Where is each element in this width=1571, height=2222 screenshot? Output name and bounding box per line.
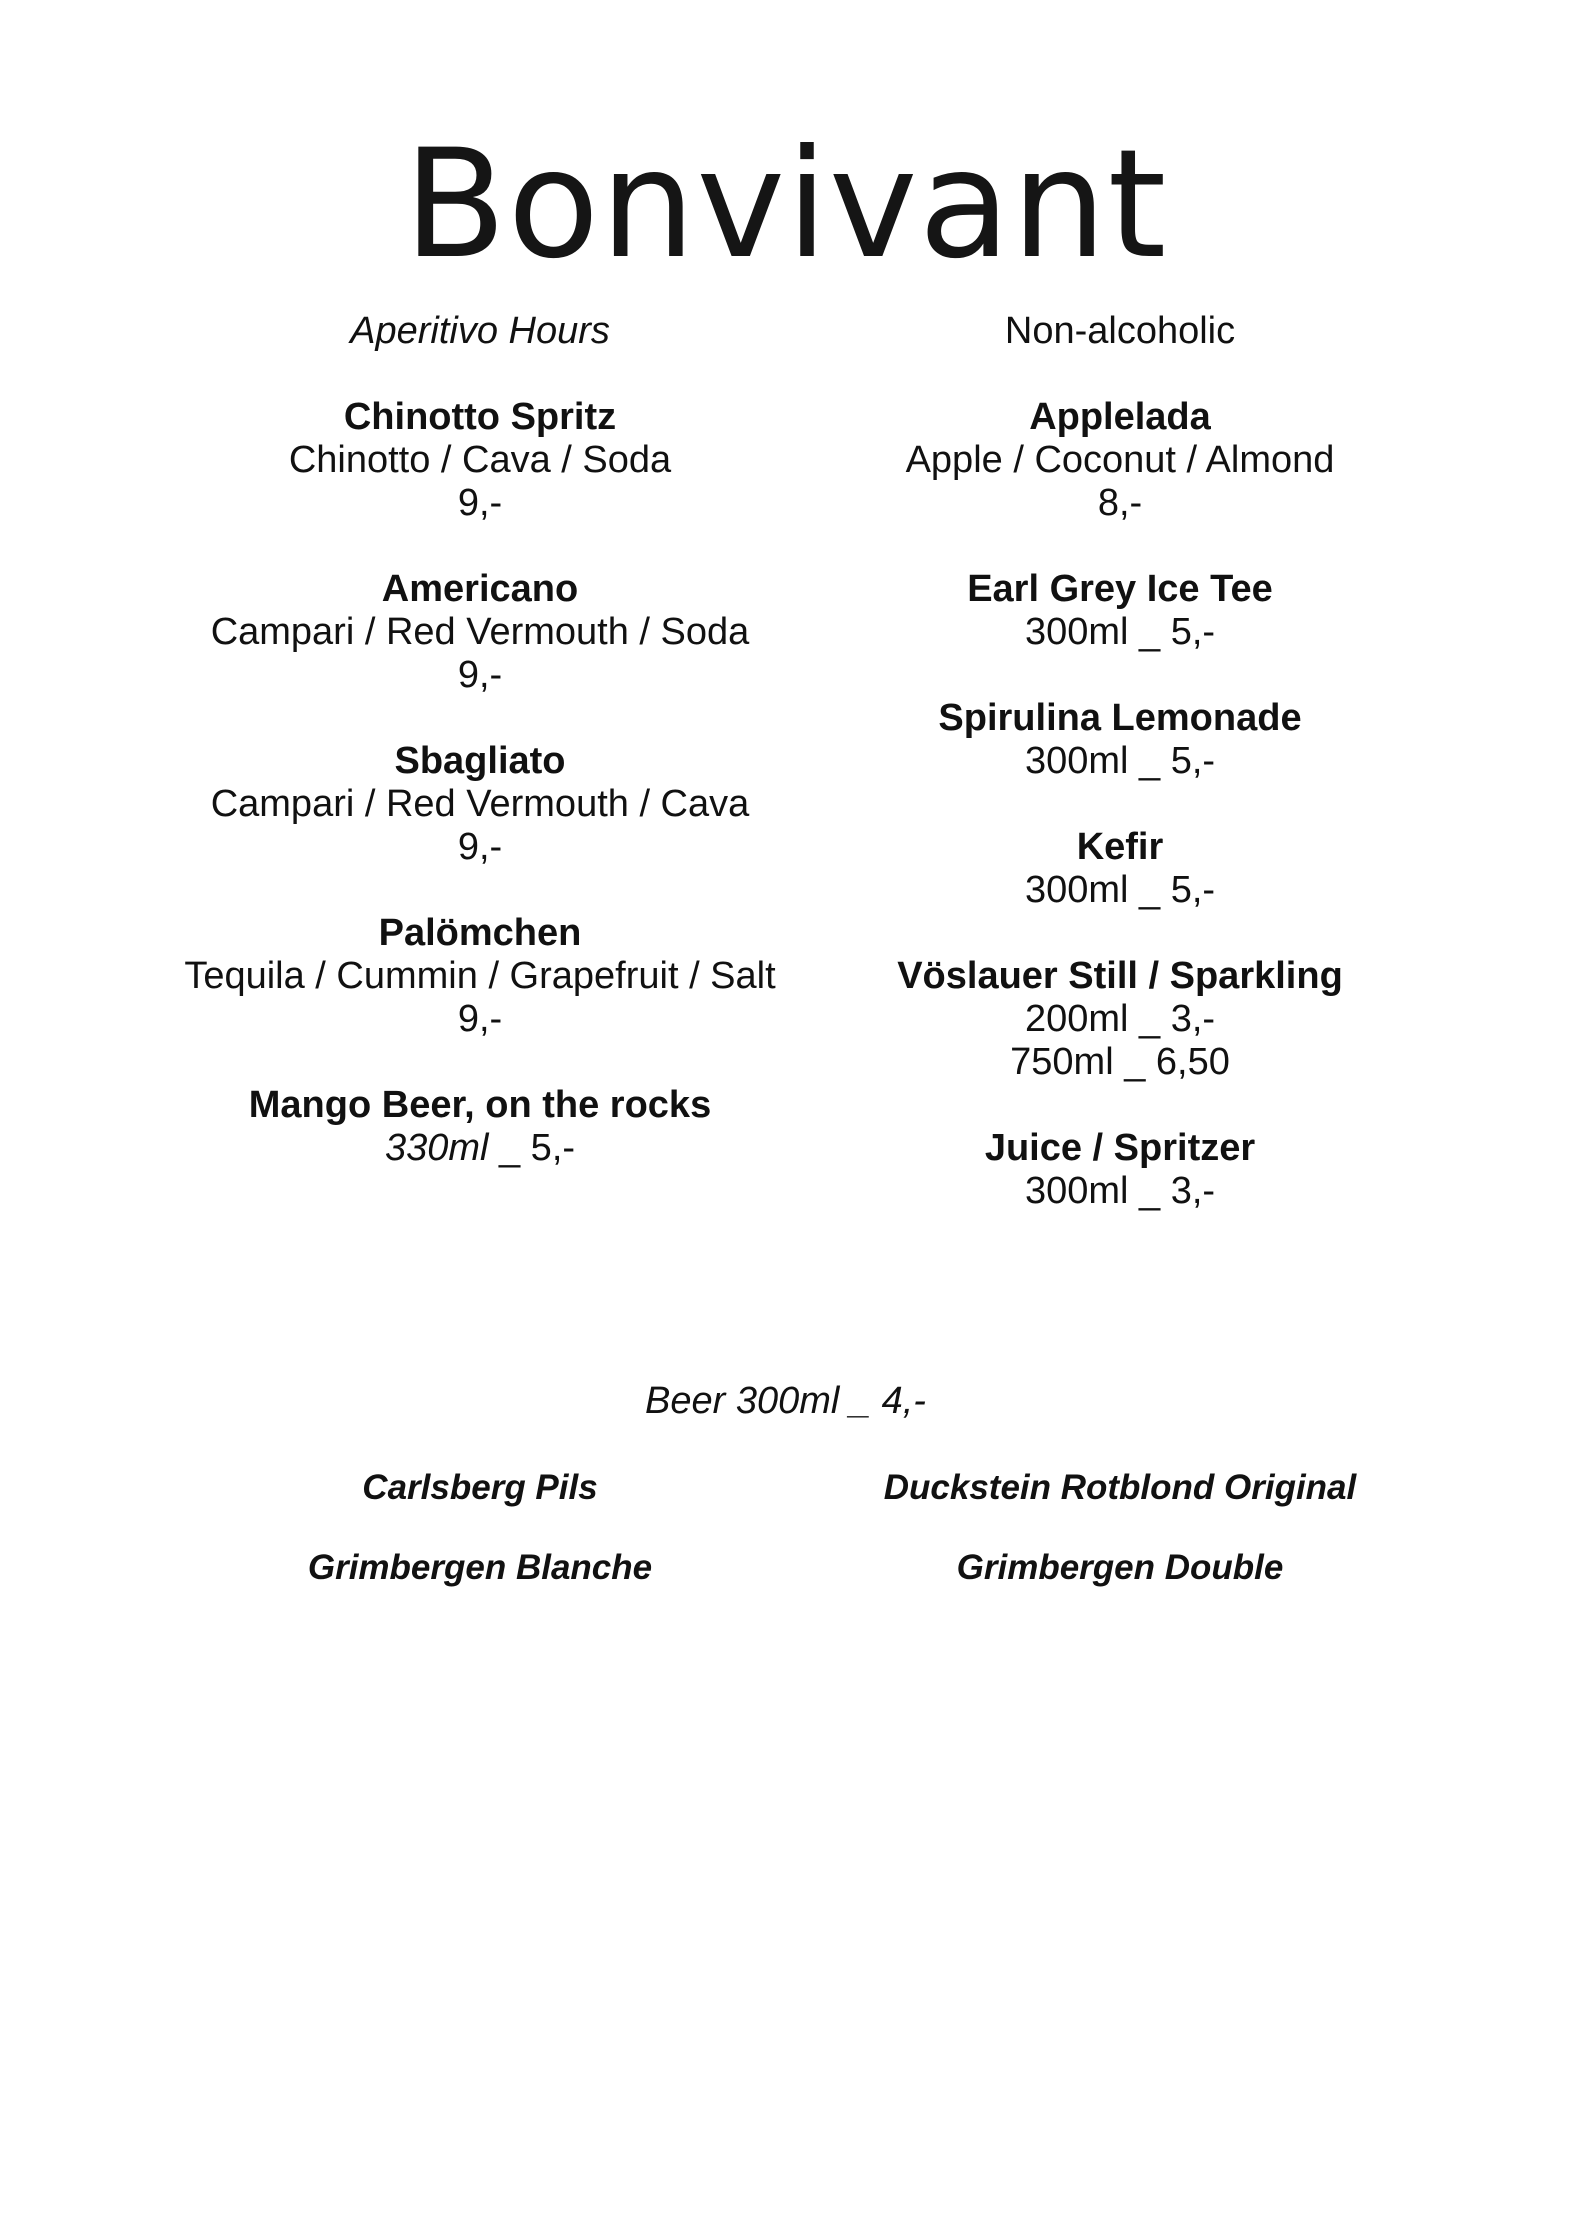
menu-item xyxy=(130,1084,830,1170)
item-description: Apple / Coconut / Almond xyxy=(905,439,1335,481)
item-name: Americano xyxy=(381,568,579,610)
menu-item xyxy=(770,697,1470,783)
beer-item: Grimbergen Blanche xyxy=(307,1548,653,1587)
menu-item xyxy=(770,568,1470,654)
item-description: Campari / Red Vermouth / Cava xyxy=(210,783,750,825)
item-name: Vöslauer Still / Sparkling xyxy=(897,955,1343,997)
item-price: 8,- xyxy=(1097,482,1143,524)
item-name: Mango Beer, on the rocks xyxy=(248,1084,712,1126)
item-name: Earl Grey Ice Tee xyxy=(967,568,1273,610)
item-name: Chinotto Spritz xyxy=(343,396,617,438)
item-name: Applelada xyxy=(1029,396,1211,438)
section-title-non-alcoholic: Non-alcoholic xyxy=(1004,310,1236,352)
item-name: Palömchen xyxy=(378,912,582,954)
item-description: Tequila / Cummin / Grapefruit / Salt xyxy=(184,955,776,997)
item-size: 330ml xyxy=(384,1127,489,1169)
item-name: Spirulina Lemonade xyxy=(938,697,1302,739)
section-title-aperitivo: Aperitivo Hours xyxy=(350,310,610,352)
item-price: 300ml _ 5,- xyxy=(1024,869,1216,911)
non-alcoholic-section xyxy=(770,310,1470,1213)
item-name: Juice / Spritzer xyxy=(984,1127,1256,1169)
item-price: 200ml _ 3,- xyxy=(1024,998,1216,1040)
beer-list xyxy=(130,1466,1470,1589)
beer-item: Grimbergen Double xyxy=(956,1548,1284,1587)
brand-logo: Bonvivant xyxy=(403,118,1168,292)
item-price: 9,- xyxy=(457,654,503,696)
item-price: 300ml _ 3,- xyxy=(1024,1170,1216,1212)
menu-item xyxy=(770,396,1470,525)
aperitivo-section xyxy=(130,310,830,1170)
menu-item xyxy=(770,1127,1470,1213)
item-price: 300ml _ 5,- xyxy=(1024,611,1216,653)
item-price: 9,- xyxy=(457,826,503,868)
item-name: Kefir xyxy=(1076,826,1164,868)
menu-item xyxy=(130,740,830,869)
beer-item: Duckstein Rotblond Original xyxy=(883,1468,1357,1507)
menu-item xyxy=(770,955,1470,1084)
menu-item xyxy=(130,912,830,1041)
item-price: 750ml _ 6,50 xyxy=(1010,1041,1230,1083)
menu-item xyxy=(130,568,830,697)
menu-item xyxy=(130,396,830,525)
item-price-value: _ 5,- xyxy=(488,1127,576,1169)
item-price xyxy=(130,1127,830,1170)
beer-section-title: Beer 300ml _ 4,- xyxy=(645,1380,926,1422)
item-price: 300ml _ 5,- xyxy=(1024,740,1216,782)
item-price: 9,- xyxy=(457,998,503,1040)
item-price: 9,- xyxy=(457,482,503,524)
beer-item: Carlsberg Pils xyxy=(362,1468,598,1507)
menu-item xyxy=(770,826,1470,912)
item-description: Campari / Red Vermouth / Soda xyxy=(210,611,750,653)
item-name: Sbagliato xyxy=(394,740,566,782)
item-description: Chinotto / Cava / Soda xyxy=(288,439,672,481)
